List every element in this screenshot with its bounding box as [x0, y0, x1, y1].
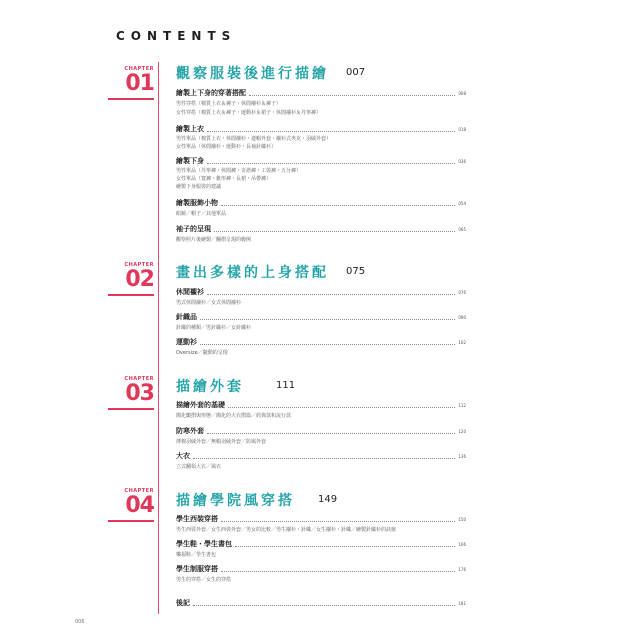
- chapter-label: CHAPTER: [124, 376, 154, 382]
- toc-subitem: 薄棉羽絨外套／無帽羽絨外套／防風外套: [176, 439, 267, 445]
- toc-entry[interactable]: [176, 156, 466, 166]
- chapter-number: 04: [125, 493, 154, 518]
- chapter-label: CHAPTER: [124, 66, 154, 72]
- toc-entry-title: 針織品: [176, 313, 197, 321]
- leader-dots: [207, 290, 455, 295]
- chapter-label: CHAPTER: [124, 488, 154, 494]
- chapter-number: 02: [125, 267, 154, 292]
- toc-subitem: 男式休閒襯衫／女式休閒襯衫: [176, 300, 242, 306]
- toc-entry[interactable]: [176, 451, 466, 461]
- chapter-marker: [108, 488, 154, 518]
- toc-entry[interactable]: [176, 124, 466, 134]
- toc-entry-title: 運動衫: [176, 338, 197, 346]
- toc-entry[interactable]: [176, 287, 466, 297]
- toc-entry-page: 018: [458, 126, 466, 132]
- toc-entry[interactable]: [176, 198, 466, 208]
- toc-subitem: 男性單品（棉質上衣・休閒襯衫・連帽外套・襯衫式夾克・羽絨外套）: [176, 136, 332, 142]
- leader-dots: [221, 517, 455, 522]
- toc-entry-title: 繪製上下身的穿著搭配: [176, 89, 246, 97]
- toc-subitem: 男性穿搭（棉質上衣＆褲子・休閒襯衫＆褲子）: [176, 101, 282, 107]
- toc-entry-page: 065: [458, 226, 466, 232]
- toc-entry-title: 學生鞋・學生書包: [176, 540, 232, 548]
- chapter-underline: [108, 294, 154, 296]
- toc-subitem: 男生西裝外套／女生西裝外套／男女的比較／男生襯衫・針織／女生襯衫・針織／繪製針織衫的訣竅: [176, 527, 397, 533]
- toc-entry-title: 學生制服穿搭: [176, 565, 218, 573]
- chapter-label: CHAPTER: [124, 262, 154, 268]
- chapter-page: 007: [346, 67, 366, 78]
- divider-line: [158, 62, 159, 614]
- toc-entry[interactable]: [176, 312, 466, 322]
- leader-dots: [221, 201, 455, 206]
- chapter-number: 03: [125, 381, 154, 406]
- chapter-underline: [108, 98, 154, 100]
- toc-entry-title: 繪製下身: [176, 157, 204, 165]
- toc-subitem: 女性單品（休閒襯衫・運動衫・長袖針織衫）: [176, 144, 277, 150]
- toc-entry-title: 大衣: [176, 452, 190, 460]
- chapter-underline: [108, 408, 154, 410]
- leader-dots: [207, 127, 455, 132]
- toc-entry[interactable]: [176, 88, 466, 98]
- leader-dots: [200, 315, 455, 320]
- toc-entry[interactable]: [176, 426, 466, 436]
- toc-entry-title: 防寒外套: [176, 427, 204, 435]
- toc-entry-page: 166: [458, 541, 466, 547]
- toc-subitem: 男生的穿搭／女生的穿搭: [176, 577, 232, 583]
- toc-subitem: 樂福鞋／學生書包: [176, 552, 217, 558]
- chapter-page: 111: [276, 380, 296, 391]
- toc-entry-page: 150: [458, 516, 466, 522]
- toc-subitem: 針織的種類／男針織衫／女針織衫: [176, 325, 252, 331]
- chapter-number: 01: [125, 71, 154, 96]
- chapter-title[interactable]: 畫出多樣的上身搭配: [176, 265, 329, 281]
- leader-dots: [193, 454, 455, 459]
- leader-dots: [228, 403, 455, 408]
- toc-entry-afterword[interactable]: [176, 598, 466, 608]
- leader-dots: [200, 340, 455, 345]
- toc-entry-page: 120: [458, 428, 466, 434]
- leader-dots: [221, 567, 455, 572]
- toc-entry[interactable]: [176, 337, 466, 347]
- leader-dots: [207, 159, 455, 164]
- leader-dots: [193, 601, 455, 606]
- toc-entry-page: 112: [458, 402, 466, 408]
- toc-entry-page: 036: [458, 158, 466, 164]
- toc-subitem: Oversize／隨動的呈現: [176, 350, 228, 356]
- leader-dots: [235, 542, 455, 547]
- chapter-marker: [108, 376, 154, 406]
- toc-entry-page: 090: [458, 314, 466, 320]
- toc-entry-page: 076: [458, 289, 466, 295]
- leader-dots: [207, 429, 455, 434]
- toc-entry[interactable]: [176, 564, 466, 574]
- toc-subitem: 簡化皺摺與形態／簡化的大衣摺篇／經典款和流行款: [176, 413, 292, 419]
- page-number: 006: [75, 619, 85, 625]
- toc-entry[interactable]: [176, 224, 466, 234]
- toc-subitem: 女性單品（寬褲・錐形褲・長裙・吊帶褲）: [176, 176, 272, 182]
- toc-entry-page: 176: [458, 566, 466, 572]
- chapter-title[interactable]: 描繪學院風穿搭: [176, 493, 295, 509]
- toc-entry-page: 054: [458, 200, 466, 206]
- leader-dots: [214, 227, 455, 232]
- chapter-underline: [108, 520, 154, 522]
- chapter-title[interactable]: 描繪外套: [176, 379, 244, 395]
- toc-subitem: 觀察照片後繪製／翻摺呈現的範例: [176, 237, 252, 243]
- chapter-marker: [108, 262, 154, 292]
- toc-subitem: 女性穿搭（棉質上衣＆褲子・運動衫＆裙子・休閒襯衫＆丹寧褲）: [176, 110, 322, 116]
- page-title: CONTENTS: [116, 29, 237, 43]
- toc-subitem: 立式翻領大衣／風衣: [176, 464, 222, 470]
- toc-entry-title: 後記: [176, 599, 190, 607]
- toc-entry-page: 136: [458, 453, 466, 459]
- toc-subitem: 男性單品（丹寧褲・休閒褲・奇諾褲・工裝褲・五分褲）: [176, 168, 302, 174]
- toc-entry[interactable]: [176, 514, 466, 524]
- toc-subitem: 繪製下身服裝的建議: [176, 184, 222, 190]
- toc-entry-title: 描繪外套的基礎: [176, 401, 225, 409]
- toc-entry-title: 休閒襯衫: [176, 288, 204, 296]
- toc-entry-page: 102: [458, 339, 466, 345]
- toc-entry[interactable]: [176, 400, 466, 410]
- toc-entry-page: 181: [458, 600, 466, 606]
- toc-entry-title: 袖子的呈現: [176, 225, 211, 233]
- leader-dots: [249, 91, 455, 96]
- chapter-page: 149: [318, 494, 338, 505]
- toc-entry-title: 繪製上衣: [176, 125, 204, 133]
- toc-subitem: 眼鏡／帽子／其他單品: [176, 211, 227, 217]
- chapter-title[interactable]: 觀察服裝後進行描繪: [176, 66, 329, 82]
- chapter-marker: [108, 66, 154, 96]
- toc-entry-title: 學生西裝穿搭: [176, 515, 218, 523]
- toc-entry[interactable]: [176, 539, 466, 549]
- toc-entry-page: 008: [458, 90, 466, 96]
- chapter-page: 075: [346, 266, 366, 277]
- toc-entry-title: 繪製服飾小物: [176, 199, 218, 207]
